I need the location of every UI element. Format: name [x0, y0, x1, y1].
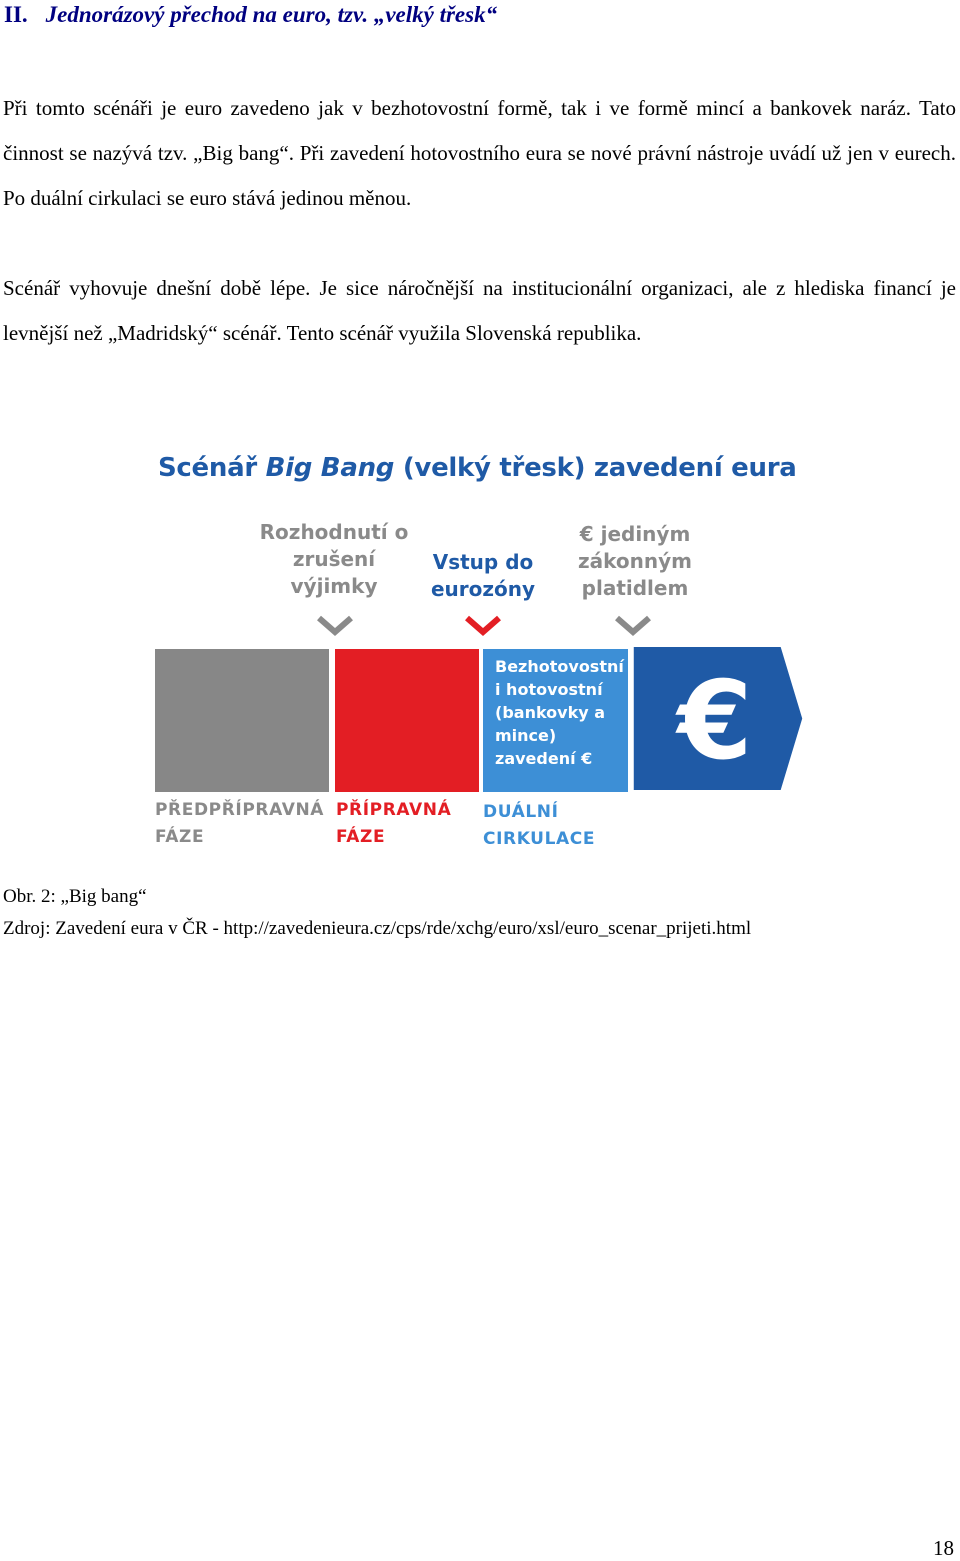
infographic-title-italic: Big Bang	[265, 453, 395, 483]
big-bang-infographic	[150, 447, 804, 847]
chevron-down-icon	[315, 613, 355, 637]
figure-source: Zdroj: Zavedení eura v ČR - http://zavedenieura.cz/cps/rde/xchg/euro/xsl/euro_scenar_prijeti.html	[3, 918, 752, 939]
chevron-down-icon	[463, 613, 503, 637]
label-preparatory-phase	[336, 797, 476, 851]
label-prepreparatory-phase	[155, 797, 327, 851]
label-dual-circulation	[483, 799, 613, 853]
label-preparatory-text: PŘÍPRAVNÁ FÁZE	[336, 800, 452, 847]
paragraph-big-bang-evaluation: Scénář vyhovuje dnešní době lépe. Je sice náročnější na institucionální organizaci, ale z hlediska financí je levnější než „Madridský“ scénář. Tento scénář využila Slovenská republika.	[3, 276, 956, 345]
dual-circulation-text: Bezhotovostní i hotovostní (bankovky a mince) zavedení €	[495, 657, 624, 768]
chevron-down-icon	[613, 613, 653, 637]
paragraph-big-bang-description: Při tomto scénáři je euro zavedeno jak v bezhotovostní formě, tak i ve formě mincí a bankovek naráz. Tato činnost se nazývá tzv. „Big bang“. Při zavedení hotovostního eura se nové právní nástroje uvádí už jen v eurech. Po duální cirkulaci se euro stává jedinou měnou.	[3, 96, 956, 210]
infographic-title-main: Scénář	[158, 453, 266, 483]
figure-caption: Obr. 2: „Big bang“	[3, 886, 147, 907]
milestone-eurozone-entry: Vstup do eurozóny	[430, 550, 536, 601]
milestone-decision: Rozhodnutí o zrušení výjimky	[259, 520, 409, 598]
page-number: 18	[933, 1536, 954, 1560]
section-heading	[4, 2, 497, 28]
infographic-title	[158, 453, 797, 483]
label-dual-circulation-text: DUÁLNÍ CIRKULACE	[483, 802, 596, 849]
preparatory-phase-block	[335, 649, 479, 792]
section-title: Jednorázový přechod na euro, tzv. „velký třesk“	[45, 2, 498, 27]
infographic-title-rest: (velký třesk) zavedení eura	[394, 453, 797, 483]
euro-icon: €	[677, 659, 753, 784]
milestone-sole-legal-tender: € jediným zákonným platidlem	[578, 522, 692, 600]
prepreparatory-phase-block	[155, 649, 329, 792]
section-number: II.	[4, 2, 28, 27]
label-prepreparatory-text: PŘEDPŘÍPRAVNÁ FÁZE	[155, 800, 325, 847]
